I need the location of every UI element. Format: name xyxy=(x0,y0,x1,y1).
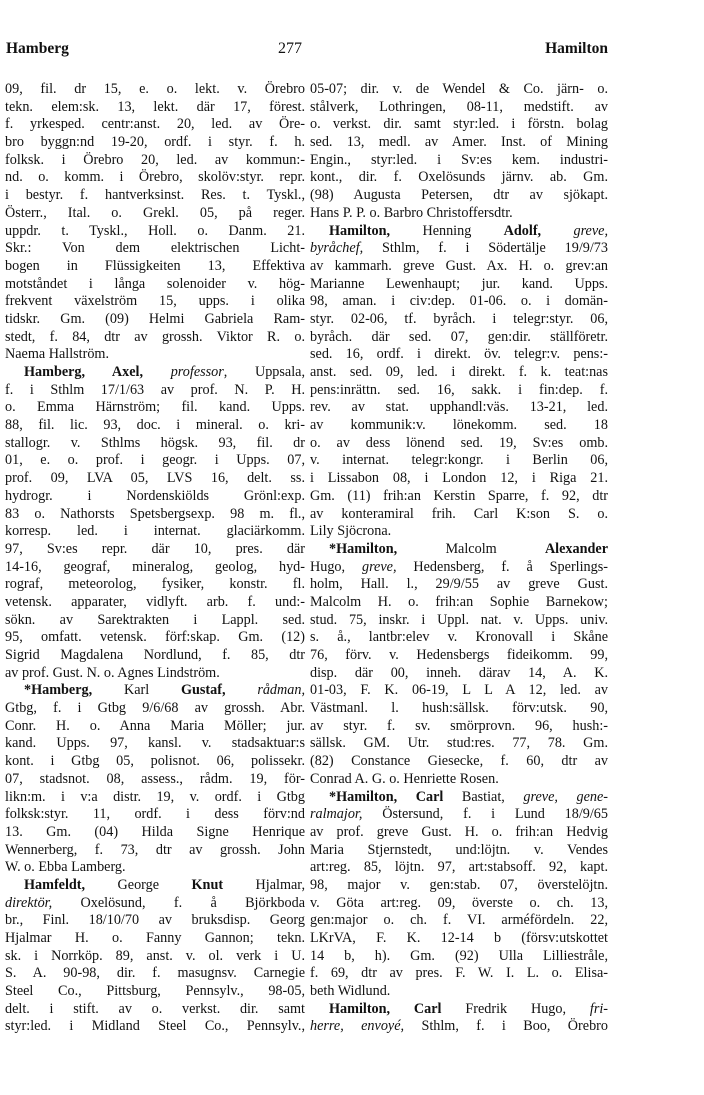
text-run: 98, aman. i civ:dep. 01-06. o. i domän- xyxy=(310,293,608,310)
text-line xyxy=(5,1001,305,1019)
text-line xyxy=(5,877,305,895)
text-run: rograf, meteorolog, fysiker, konstr. fl. xyxy=(5,576,305,593)
text-line xyxy=(310,559,608,577)
text-line xyxy=(5,647,305,665)
text-line xyxy=(310,1018,608,1036)
text-run: av styr. f. sv. smörprovn. 96, hush:- xyxy=(310,717,608,734)
text-run: W. o. Ebba Lamberg. xyxy=(5,859,126,876)
text-run: Gtbg, f. i Gtbg 9/6/68 av grossh. Abr. xyxy=(5,700,305,717)
text-line xyxy=(310,293,608,311)
text-run: br., Finl. 18/10/70 av bruksdisp. Georg xyxy=(5,912,305,929)
text-line xyxy=(5,81,305,99)
occupation-text: ralmajor, xyxy=(310,806,363,823)
text-run: 97, Sv:es repr. där 10, pres. där xyxy=(5,540,305,557)
text-run: 01-03, F. K. 06-19, L L A 12, led. av xyxy=(310,682,608,699)
text-run: gen:major o. ch. f. VI. arméfördeln. 22, xyxy=(310,912,608,929)
header-right-catchword: Hamilton xyxy=(545,40,608,57)
text-run: 83 o. Nathorsts Spetsbergsexp. 98 m. fl., xyxy=(5,505,305,522)
text-line xyxy=(5,842,305,860)
text-column-right xyxy=(310,81,608,1036)
text-run: korresp. led. i internat. glaciärkomm. xyxy=(5,523,305,540)
text-line xyxy=(5,629,305,647)
text-run: , Uppsala, xyxy=(223,364,306,380)
text-run: Bastiat, xyxy=(443,788,524,805)
text-line xyxy=(310,629,608,647)
text-line xyxy=(310,187,608,205)
text-run: av konteramiral frih. Carl K:son S. o. xyxy=(310,505,608,522)
text-run: anst. sed. 09, led. i direkt. f. k. teat:nas xyxy=(310,364,608,380)
text-run: Karl xyxy=(92,682,181,699)
occupation-text: greve, xyxy=(573,222,608,239)
text-run: folksk:styr. 11, ordf. i dess förv:nd xyxy=(5,806,305,823)
text-line xyxy=(5,382,305,400)
page-header xyxy=(6,40,608,70)
text-line xyxy=(5,789,305,807)
text-line xyxy=(5,718,305,736)
text-line xyxy=(5,824,305,842)
text-line xyxy=(310,700,608,718)
text-line xyxy=(5,417,305,435)
text-run: stud. 75, inskr. i Uppl. nat. v. Upps. univ. xyxy=(310,611,608,628)
text-line xyxy=(5,771,305,789)
occupation-text: greve, gene- xyxy=(523,788,608,805)
text-line xyxy=(310,399,608,417)
text-run: likn:m. i v:a distr. 19, v. ordf. i Gtbg xyxy=(5,788,305,805)
text-line xyxy=(5,223,305,241)
text-run: Malcolm H. o. frih:an Sophie Barnekow; xyxy=(310,593,608,610)
text-run: pens:inrättn. sed. 16, sakk. i fin:dep. f. xyxy=(310,381,608,398)
text-line xyxy=(5,364,305,382)
text-line xyxy=(5,930,305,948)
text-run: LKrVA, F. K. 12-14 b (försv:utskottet xyxy=(310,930,608,946)
entry-name: Knut xyxy=(191,876,224,893)
text-line xyxy=(310,205,608,223)
text-run: Hjalmar H. o. Fanny Gannon; tekn. xyxy=(5,930,305,946)
text-line xyxy=(5,665,305,683)
text-line xyxy=(5,205,305,223)
occupation-text: fri- xyxy=(589,1000,609,1017)
header-left-catchword: Hamberg xyxy=(6,40,69,57)
text-run: av prof. Gust. N. o. Agnes Lindström. xyxy=(5,664,220,681)
text-run: 05-07; dir. v. de Wendel & Co. järn- o. xyxy=(310,81,608,97)
text-run: 98, major v. gen:stab. 07, överstelöjtn. xyxy=(310,876,608,893)
text-run: Hans P. P. o. Barbro Christoffersdtr. xyxy=(310,204,513,221)
text-line xyxy=(5,116,305,134)
text-run: Västmanl. l. hush:sällsk. förv:utsk. 90, xyxy=(310,700,608,717)
text-line xyxy=(310,895,608,913)
occupation-text: byråchef, xyxy=(310,240,364,257)
text-run: sed. 16, ordf. i direkt. öv. telegr:v. pens:- xyxy=(310,346,608,363)
text-line xyxy=(310,99,608,117)
text-run: Conrad A. G. o. Henriette Rosen. xyxy=(310,770,499,787)
text-run: art:reg. 85, löjtn. 97, art:stabsoff. 92, kapt. xyxy=(310,859,608,876)
occupation-text: herre, envoyé, xyxy=(310,1018,405,1035)
text-run: Conr. H. o. Anna Maria Möller; jur. xyxy=(5,717,305,734)
text-run: sökn. av Sarektrakten i Lappl. sed. xyxy=(5,611,305,628)
text-run: uppdr. t. Tyskl., Holl. o. Danm. 21. xyxy=(5,222,305,239)
text-line xyxy=(5,470,305,488)
text-line xyxy=(5,859,305,877)
text-run: frekvent växelström 15, upps. i olika xyxy=(5,293,305,310)
text-line xyxy=(310,859,608,877)
page-number: 277 xyxy=(278,40,302,57)
text-run: 88, fil. lic. 93, doc. i mineral. o. kri- xyxy=(5,417,305,434)
text-run: Maria Stjernstedt, und:löjtn. v. Vendes xyxy=(310,841,608,858)
text-run: i bestyr. f. hantverksinst. Res. t. Tyskl., xyxy=(5,187,305,204)
text-line xyxy=(310,452,608,470)
text-line xyxy=(5,576,305,594)
text-line xyxy=(310,824,608,842)
text-line xyxy=(5,452,305,470)
text-line xyxy=(310,576,608,594)
text-line xyxy=(5,895,305,913)
occupation-text: professor xyxy=(170,364,224,380)
text-run xyxy=(226,682,258,698)
text-run: Marianne Lewenhaupt; jur. kand. Upps. xyxy=(310,275,608,292)
text-run: stallogr. v. Sthlms högsk. 93, fil. dr xyxy=(5,434,305,451)
text-run: beth Widlund. xyxy=(310,983,391,1000)
text-run: f. yrkesped. centr:anst. 20, led. av Öre- xyxy=(5,116,305,133)
text-run: kont., dir. f. Oxelösunds järnv. ab. Gm. xyxy=(310,169,608,186)
text-line xyxy=(5,965,305,983)
text-run: Sthlm, f. i Boo, Örebro xyxy=(404,1018,608,1035)
text-run: (98) Augusta Petersen, dtr av sjökapt. xyxy=(310,187,608,204)
text-line xyxy=(310,753,608,771)
text-line xyxy=(310,983,608,1001)
text-run: 07, stadsnot. 08, assess., rådm. 19, för- xyxy=(5,770,305,787)
text-line xyxy=(310,258,608,276)
text-run: o. av dess lönend sed. 19, Sv:es omb. xyxy=(310,434,608,451)
text-line xyxy=(5,523,305,541)
text-line xyxy=(310,541,608,559)
text-line xyxy=(310,152,608,170)
entry-name: Hamilton, Carl xyxy=(329,1000,442,1017)
text-line xyxy=(310,169,608,187)
text-line xyxy=(5,276,305,294)
text-line xyxy=(310,435,608,453)
text-run: bogen in Flüssigkeiten 13, Effektiva xyxy=(5,257,305,274)
text-line xyxy=(310,81,608,99)
text-line xyxy=(310,612,608,630)
text-line xyxy=(310,665,608,683)
text-run: Oxelösund, f. å Björkboda xyxy=(52,894,305,911)
text-run: Hugo, xyxy=(310,558,362,575)
text-line xyxy=(310,346,608,364)
text-line xyxy=(5,134,305,152)
text-line xyxy=(5,99,305,117)
text-run: Lily Sjöcrona. xyxy=(310,523,392,540)
text-line xyxy=(5,735,305,753)
text-line xyxy=(310,789,608,807)
text-line xyxy=(310,647,608,665)
text-line xyxy=(310,523,608,541)
text-run: f. 69, dtr av pres. F. W. I. L. o. Elisa- xyxy=(310,965,608,982)
text-run: kand. Upps. 97, kansl. v. stadsaktuar:s xyxy=(5,735,305,752)
text-line xyxy=(5,559,305,577)
text-line xyxy=(310,311,608,329)
text-line xyxy=(5,983,305,1001)
text-line xyxy=(5,311,305,329)
text-run: 14 b, h). Gm. (92) Ulla Lilliestråle, xyxy=(310,947,608,964)
text-line xyxy=(5,187,305,205)
text-run: S. A. 90-98, dir. f. masugnsv. Carnegie xyxy=(5,965,305,982)
entry-name: *Hamberg, xyxy=(24,682,93,699)
text-run: sk. i Norrköp. 89, anst. v. ol. verk i U. xyxy=(5,947,305,964)
text-line xyxy=(5,912,305,930)
occupation-text: greve, xyxy=(361,558,397,575)
text-run: f. i Sthlm 17/1/63 av prof. N. P. H. xyxy=(5,381,305,398)
text-run: motståndet i långa solenoider v. hög- xyxy=(5,275,305,292)
text-run: Wennerberg, f. 73, dtr av grossh. John xyxy=(5,841,305,858)
text-line xyxy=(310,1001,608,1019)
occupation-text: rådman, xyxy=(257,682,306,699)
text-line xyxy=(310,276,608,294)
text-line xyxy=(5,258,305,276)
text-run: Österr., Ital. o. Grekl. 05, på reger. xyxy=(5,204,305,221)
text-line xyxy=(5,329,305,347)
text-line xyxy=(5,700,305,718)
text-line xyxy=(310,948,608,966)
text-run: 13. Gm. (04) Hilda Signe Henrique xyxy=(5,823,305,840)
entry-name: *Hamilton, Carl xyxy=(329,788,444,805)
text-run: vetensk. apparater, vidlyft. arb. f. und:- xyxy=(5,593,305,610)
text-line xyxy=(5,1018,305,1036)
text-run: tidskr. Gm. (09) Helmi Gabriela Ram- xyxy=(5,310,305,327)
text-run: av prof. greve Gust. H. o. frih:an Hedvig xyxy=(310,823,608,840)
text-run: o. verkst. dir. samt styr:led. i förstn. bolag xyxy=(310,116,608,133)
text-run: holm, Hall. l., 29/9/55 av greve Gust. xyxy=(310,576,608,593)
text-run: tekn. elem:sk. 13, lekt. där 17, förest. xyxy=(5,98,305,115)
text-line xyxy=(310,682,608,700)
text-line xyxy=(5,541,305,559)
text-run: kont. i Gtbg 05, polisnot. 06, polissekr. xyxy=(5,753,305,770)
text-run: 76, förv. v. Hedensbergs fideikomm. 99, xyxy=(310,647,608,663)
text-run: byråch. där sed. 07, gen:dir. ställföretr. xyxy=(310,328,608,345)
text-line xyxy=(310,116,608,134)
text-line xyxy=(310,842,608,860)
entry-name: Hamilton, xyxy=(329,222,391,239)
text-line xyxy=(5,435,305,453)
text-run: nd. o. komm. i Örebro, skolöv:styr. repr. xyxy=(5,169,305,186)
text-line xyxy=(310,223,608,241)
entry-name: Hamfeldt, xyxy=(24,876,86,893)
text-run: Naema Hallström. xyxy=(5,346,110,363)
text-run: Gm. (11) frih:an Kerstin Sparre, f. 92, dtr xyxy=(310,487,608,504)
text-run: hydrogr. i Nordenskiölds Grönl:exp. xyxy=(5,487,305,504)
text-run xyxy=(541,223,573,239)
text-line xyxy=(310,877,608,895)
text-run: s. å., lantbr:elev v. Kronovall i Skåne xyxy=(310,629,608,646)
text-line xyxy=(5,612,305,630)
text-run: Sthlm, f. i Södertälje 19/9/73 xyxy=(363,240,608,257)
text-line xyxy=(310,240,608,258)
text-line xyxy=(310,488,608,506)
text-run: stålverk, Lothringen, 08-11, medstift. av xyxy=(310,98,608,115)
text-line xyxy=(310,965,608,983)
text-run: 95, omfatt. vetensk. förf:skap. Gm. (12) xyxy=(5,629,305,646)
text-run: Östersund, f. i Lund 18/9/65 xyxy=(362,806,608,823)
text-line xyxy=(310,771,608,789)
text-run: George xyxy=(85,876,192,893)
text-run: Hedensberg, f. å Sperlings- xyxy=(396,558,608,575)
text-line xyxy=(5,594,305,612)
entry-name: Adolf, xyxy=(503,222,542,239)
text-run: Malcolm xyxy=(397,540,545,557)
text-line xyxy=(310,506,608,524)
text-run: Engin., styr:led. i Sv:es kem. industri- xyxy=(310,151,608,168)
text-line xyxy=(5,346,305,364)
text-line xyxy=(310,912,608,930)
text-run: av kommunik:v. lönekomm. sed. 18 xyxy=(310,417,608,434)
text-run: styr:led. i Midland Steel Co., Pennsylv., xyxy=(5,1018,305,1035)
text-run: styr. 02-06, tf. byråch. i telegr:styr. 06, xyxy=(310,310,608,327)
text-run: folksk. i Örebro 20, led. av kommun:- xyxy=(5,151,305,168)
text-run: Henning xyxy=(390,222,504,239)
text-run: sällsk. GM. Utr. stud:res. 77, 78. Gm. xyxy=(310,735,608,752)
text-run: 01, e. o. prof. i geogr. i Upps. 07, xyxy=(5,452,305,469)
text-run: i Lissabon 08, i London 12, i Riga 21. xyxy=(310,470,608,487)
text-line xyxy=(5,753,305,771)
text-line xyxy=(310,417,608,435)
text-line xyxy=(310,470,608,488)
text-line xyxy=(5,293,305,311)
text-run xyxy=(143,364,171,380)
text-line xyxy=(310,382,608,400)
text-line xyxy=(5,399,305,417)
text-column-left xyxy=(5,81,305,1036)
text-line xyxy=(5,240,305,258)
text-line xyxy=(310,718,608,736)
text-run: sed. 13, medl. av Amer. Inst. of Mining xyxy=(310,134,608,151)
entry-name: Alexander xyxy=(544,540,608,557)
text-line xyxy=(310,134,608,152)
text-run: v. internat. telegr:kongr. i Berlin 06, xyxy=(310,452,608,469)
text-line xyxy=(310,735,608,753)
text-line xyxy=(5,682,305,700)
text-run: Fredrik Hugo, xyxy=(441,1000,590,1017)
text-run: o. Emma Härnström; fil. kand. Upps. xyxy=(5,399,305,416)
entry-name: Gustaf, xyxy=(180,682,226,699)
text-run: av kammarh. greve Gust. Ax. H. o. grev:an xyxy=(310,257,608,274)
text-line xyxy=(5,152,305,170)
text-line xyxy=(310,806,608,824)
text-run: (82) Constance Giesecke, f. 60, dtr av xyxy=(310,753,608,770)
text-line xyxy=(5,948,305,966)
text-line xyxy=(5,169,305,187)
entry-name: *Hamilton, xyxy=(329,540,398,557)
text-line xyxy=(310,930,608,948)
text-run: Steel Co., Pittsburg, Pennsylv., 98-05, xyxy=(5,983,305,1000)
text-line xyxy=(5,488,305,506)
entry-name: Hamberg, Axel, xyxy=(24,364,144,380)
text-run: 09, fil. dr 15, e. o. lekt. v. Örebro xyxy=(5,81,305,97)
text-run: prof. 09, LVA 05, LVS 16, delt. ss. xyxy=(5,470,305,487)
text-run: bro byggn:nd 19-20, ordf. i styr. f. h. xyxy=(5,134,305,151)
text-line xyxy=(310,364,608,382)
text-run: v. Göta art:reg. 09, överste o. ch. 13, xyxy=(310,894,608,911)
text-run: 14-16, geograf, mineralog, geolog, hyd- xyxy=(5,558,305,575)
occupation-text: direktör, xyxy=(5,894,53,911)
text-run: Hjalmar, xyxy=(223,876,305,893)
text-line xyxy=(5,806,305,824)
text-line xyxy=(5,506,305,524)
text-run: stedt, f. 84, dtr av grossh. Viktor R. o. xyxy=(5,328,305,345)
text-run: Sigrid Magdalena Nordlund, f. 85, dtr xyxy=(5,647,305,663)
text-run: disp. där 00, inneh. därav 14, A. K. xyxy=(310,664,608,681)
text-run: delt. i stift. av o. verkst. dir. samt xyxy=(5,1000,305,1017)
text-run: Skr.: Von dem elektrischen Licht- xyxy=(5,240,305,257)
text-line xyxy=(310,329,608,347)
text-line xyxy=(310,594,608,612)
text-run: rev. av stat. upphandl:väs. 13-21, led. xyxy=(310,399,608,416)
